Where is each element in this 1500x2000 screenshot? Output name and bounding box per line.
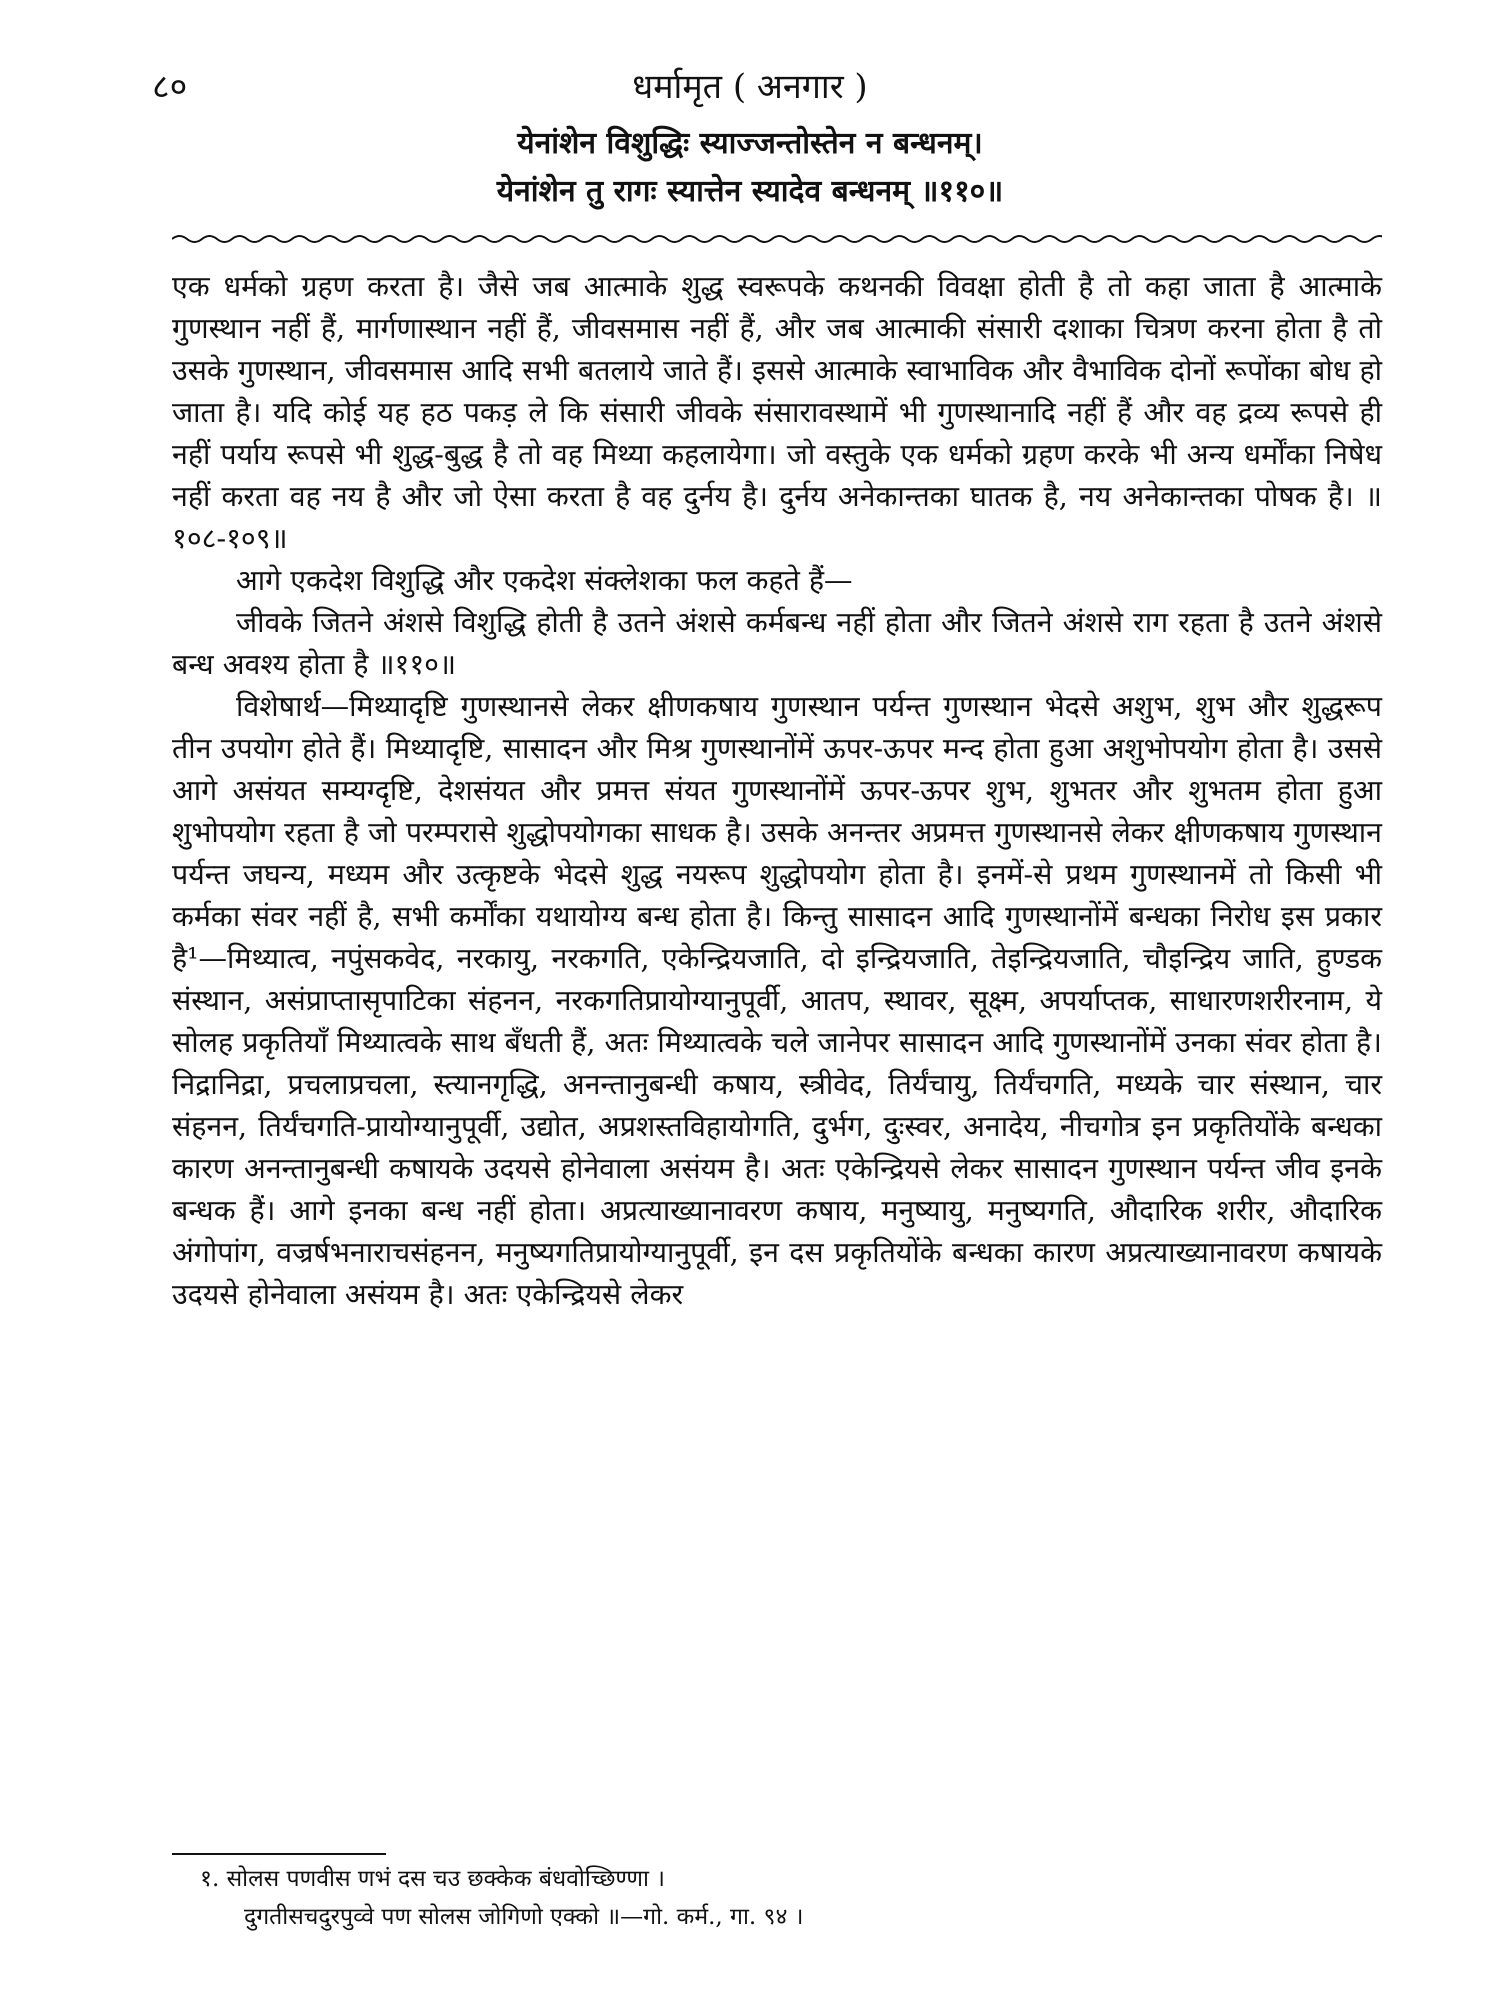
footnotes [200, 1860, 1300, 1936]
verse-line-1: येनांशेन विशुद्धिः स्याज्जन्तोस्तेन न बन्धनम्। [517, 126, 983, 161]
paragraph-2: आगे एकदेश विशुद्धि और एकदेश संक्लेशका फल कहते हैं— [236, 564, 853, 597]
footnote-divider [172, 1853, 386, 1855]
paragraph-3: जीवके जितने अंशसे विशुद्धि होती है उतने अंशसे कर्मबन्ध नहीं होता और जितने अंशसे राग रहता है उतने अंशसे बन्ध अवश्य होता है ॥११०॥ [172, 606, 1382, 681]
paragraph-4: विशेषार्थ—मिथ्यादृष्टि गुणस्थानसे लेकर क्षीणकषाय गुणस्थान पर्यन्त गुणस्थान भेदसे अशुभ, शुभ और शुद्धरूप तीन उपयोग होते हैं। मिथ्यादृष्टि, सासादन और मिश्र गुणस्थानोंमें ऊपर-ऊपर मन्द होता हुआ अशुभोपयोग होता है। उससे आगे असंयत सम्यग्दृष्टि, देशसंयत और प्रमत्त संयत गुणस्थानोंमें ऊपर-ऊपर शुभ, शुभतर और शुभतम होता हुआ शुभोपयोग रहता है जो परम्परासे शुद्धोपयोगका साधक है। उसके अनन्तर अप्रमत्त गुणस्थानसे लेकर क्षीणकषाय गुणस्थान पर्यन्त जघन्य, मध्यम और उत्कृष्टके भेदसे शुद्ध नयरूप शुद्धोपयोग होता है। इनमें-से प्रथम गुणस्थानमें तो किसी भी कर्मका संवर नहीं है, सभी कर्मोंका यथायोग्य बन्ध होता है। किन्तु सासादन आदि गुणस्थानोंमें बन्धका निरोध इस प्रकार है¹—मिथ्यात्व, नपुंसकवेद, नरकायु, नरकगति, एकेन्द्रियजाति, दो इन्द्रियजाति, तेइन्द्रियजाति, चौइन्द्रिय जाति, हुण्डक संस्थान, असंप्राप्तासृपाटिका संहनन, नरकगतिप्रायोग्यानुपूर्वी, आतप, स्थावर, सूक्ष्म, अपर्याप्तक, साधारणशरीरनाम, ये सोलह प्रकृतियाँ मिथ्यात्वके साथ बँधती हैं, अतः मिथ्यात्वके चले जानेपर सासादन आदि गुणस्थानोंमें उनका संवर होता है। निद्रानिद्रा, प्रचलाप्रचला, स्त्यानगृद्धि, अनन्तानुबन्धी कषाय, स्त्रीवेद, तिर्यंचायु, तिर्यंचगति, मध्यके चार संस्थान, चार संहनन, तिर्यंचगति-प्रायोग्यानुपूर्वी, उद्योत, अप्रशस्तविहायोगति, दुर्भग, दुःस्वर, अनादेय, नीचगोत्र इन प्रकृतियोंके बन्धका कारण अनन्तानुबन्धी कषायके उदयसे होनेवाला असंयम है। अतः एकेन्द्रियसे लेकर सासादन गुणस्थान पर्यन्त जीव इनके बन्धक हैं। आगे इनका बन्ध नहीं होता। अप्रत्याख्यानावरण कषाय, मनुष्यायु, मनुष्यगति, औदारिक शरीर, औदारिक अंगोपांग, वज्रर्षभनाराचसंहनन, मनुष्यगतिप्रायोग्यानुपूर्वी, इन दस प्रकृतियोंके बन्धका कारण अप्रत्याख्यानावरण कषायके उदयसे होनेवाला असंयम है। अतः एकेन्द्रियसे लेकर [172, 690, 1382, 1311]
footnote-line-2: दुगतीसचदुरपुव्वे पण सोलस जोगिणो एक्को ॥—गो. कर्म., गा. ९४ । [244, 1904, 804, 1930]
sanskrit-verse [0, 120, 1500, 216]
body-text [172, 266, 1382, 1316]
page-header [0, 62, 1500, 112]
footnote-line-1: १. सोलस पणवीस णभं दस चउ छक्केक बंधवोच्छिण्णा । [200, 1866, 665, 1892]
verse-line-2: येनांशेन तु रागः स्यात्तेन स्यादेव बन्धनम् ॥११०॥ [496, 174, 1004, 209]
paragraph-1: एक धर्मको ग्रहण करता है। जैसे जब आत्माके शुद्ध स्वरूपके कथनकी विवक्षा होती है तो कहा जाता है आत्माके गुणस्थान नहीं हैं, मार्गणास्थान नहीं हैं, जीवसमास नहीं हैं, और जब आत्माकी संसारी दशाका चित्रण करना होता है तो उसके गुणस्थान, जीवसमास आदि सभी बतलाये जाते हैं। इससे आत्माके स्वाभाविक और वैभाविक दोनों रूपोंका बोध हो जाता है। यदि कोई यह हठ पकड़ ले कि संसारी जीवके संसारावस्थामें भी गुणस्थानादि नहीं हैं और वह द्रव्य रूपसे ही नहीं पर्याय रूपसे भी शुद्ध-बुद्ध है तो वह मिथ्या कहलायेगा। जो वस्तुके एक धर्मको ग्रहण करके भी अन्य धर्मोंका निषेध नहीं करता वह नय है और जो ऐसा करता है वह दुर्नय है। दुर्नय अनेकान्तका घातक है, नय अनेकान्तका पोषक है। ॥१०८-१०९॥ [172, 270, 1382, 555]
running-title: धर्मामृत ( अनगार ) [632, 67, 868, 107]
page-number: ८० [152, 67, 188, 107]
wavy-divider [172, 232, 1382, 246]
